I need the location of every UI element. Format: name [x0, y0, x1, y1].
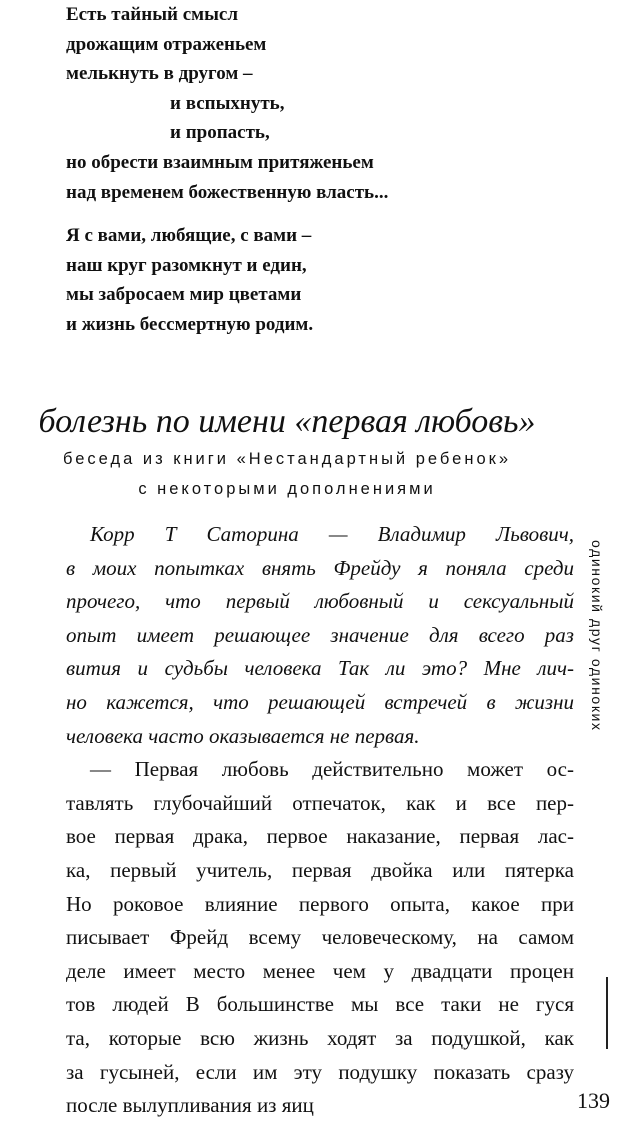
answer-line: та, которые всю жизнь ходят за подушкой, как	[66, 1025, 574, 1050]
margin-rule	[606, 977, 608, 1049]
section-subtitle-continued: с некоторыми дополнениями	[138, 480, 436, 498]
question-line: в моих попытках внять Фрейду я поняла среди	[66, 555, 574, 580]
poem-line: над временем божественную власть...	[66, 181, 389, 203]
question-line: Корр Т Саторина — Владимир Львович,	[90, 522, 574, 546]
answer-line: тов людей В большинстве мы все таки не гуся	[66, 992, 574, 1017]
answer-line: тавлять глубочайший отпечаток, как и все пер-	[66, 790, 574, 815]
section-title: болезнь по имени «первая любовь»	[38, 403, 536, 440]
answer-line: деле имеет место менее чем у двадцати процен	[66, 958, 574, 983]
poem	[66, 0, 546, 340]
poem-line: и жизнь бессмертную родим.	[66, 313, 314, 335]
section-subtitle: беседа из книги «Нестандартный ребенок»	[62, 450, 512, 468]
answer-line: за гусыней, если им эту подушку показать сразу	[66, 1059, 574, 1084]
answer-line: ка, первый учитель, первая двойка или пятерка	[66, 857, 574, 882]
question-line: опыт имеет решающее значение для всего раз	[66, 622, 574, 647]
poem-line: наш круг разомкнут и един,	[66, 254, 307, 276]
poem-line: мелькнуть в другом –	[66, 63, 253, 85]
poem-line: Есть тайный смысл	[66, 4, 239, 25]
answer-line: вое первая драка, первое наказание, первая лас-	[66, 824, 574, 849]
question-line: человека часто оказывается не первая.	[66, 723, 420, 748]
poem-line: Я с вами, любящие, с вами –	[66, 225, 312, 247]
page-number: 139	[577, 1088, 610, 1113]
poem-line: и пропасть,	[170, 122, 270, 144]
running-head: одинокий друг одиноких	[589, 540, 605, 732]
answer-line: писывает Фрейд всему человеческому, на самом	[66, 925, 574, 950]
question-line: но кажется, что решающей встречей в жизни	[66, 689, 574, 714]
poem-line: дрожащим отраженьем	[66, 33, 267, 55]
answer-line: Но роковое влияние первого опыта, какое при	[66, 891, 574, 916]
poem-line: и вспыхнуть,	[170, 92, 285, 114]
poem-line: мы забросаем мир цветами	[66, 284, 302, 306]
question-line: прочего, что первый любовный и сексуальный	[66, 589, 574, 614]
question-line: вития и судьбы человека Так ли это? Мне лич-	[66, 656, 574, 681]
stanza-gap	[66, 207, 546, 221]
poem-line: но обрести взаимным притяженьем	[66, 151, 374, 173]
answer-line: после вылупливания из яиц	[66, 1093, 314, 1118]
body-text	[66, 518, 574, 1123]
answer-line: — Первая любовь действительно может ос-	[90, 757, 574, 782]
